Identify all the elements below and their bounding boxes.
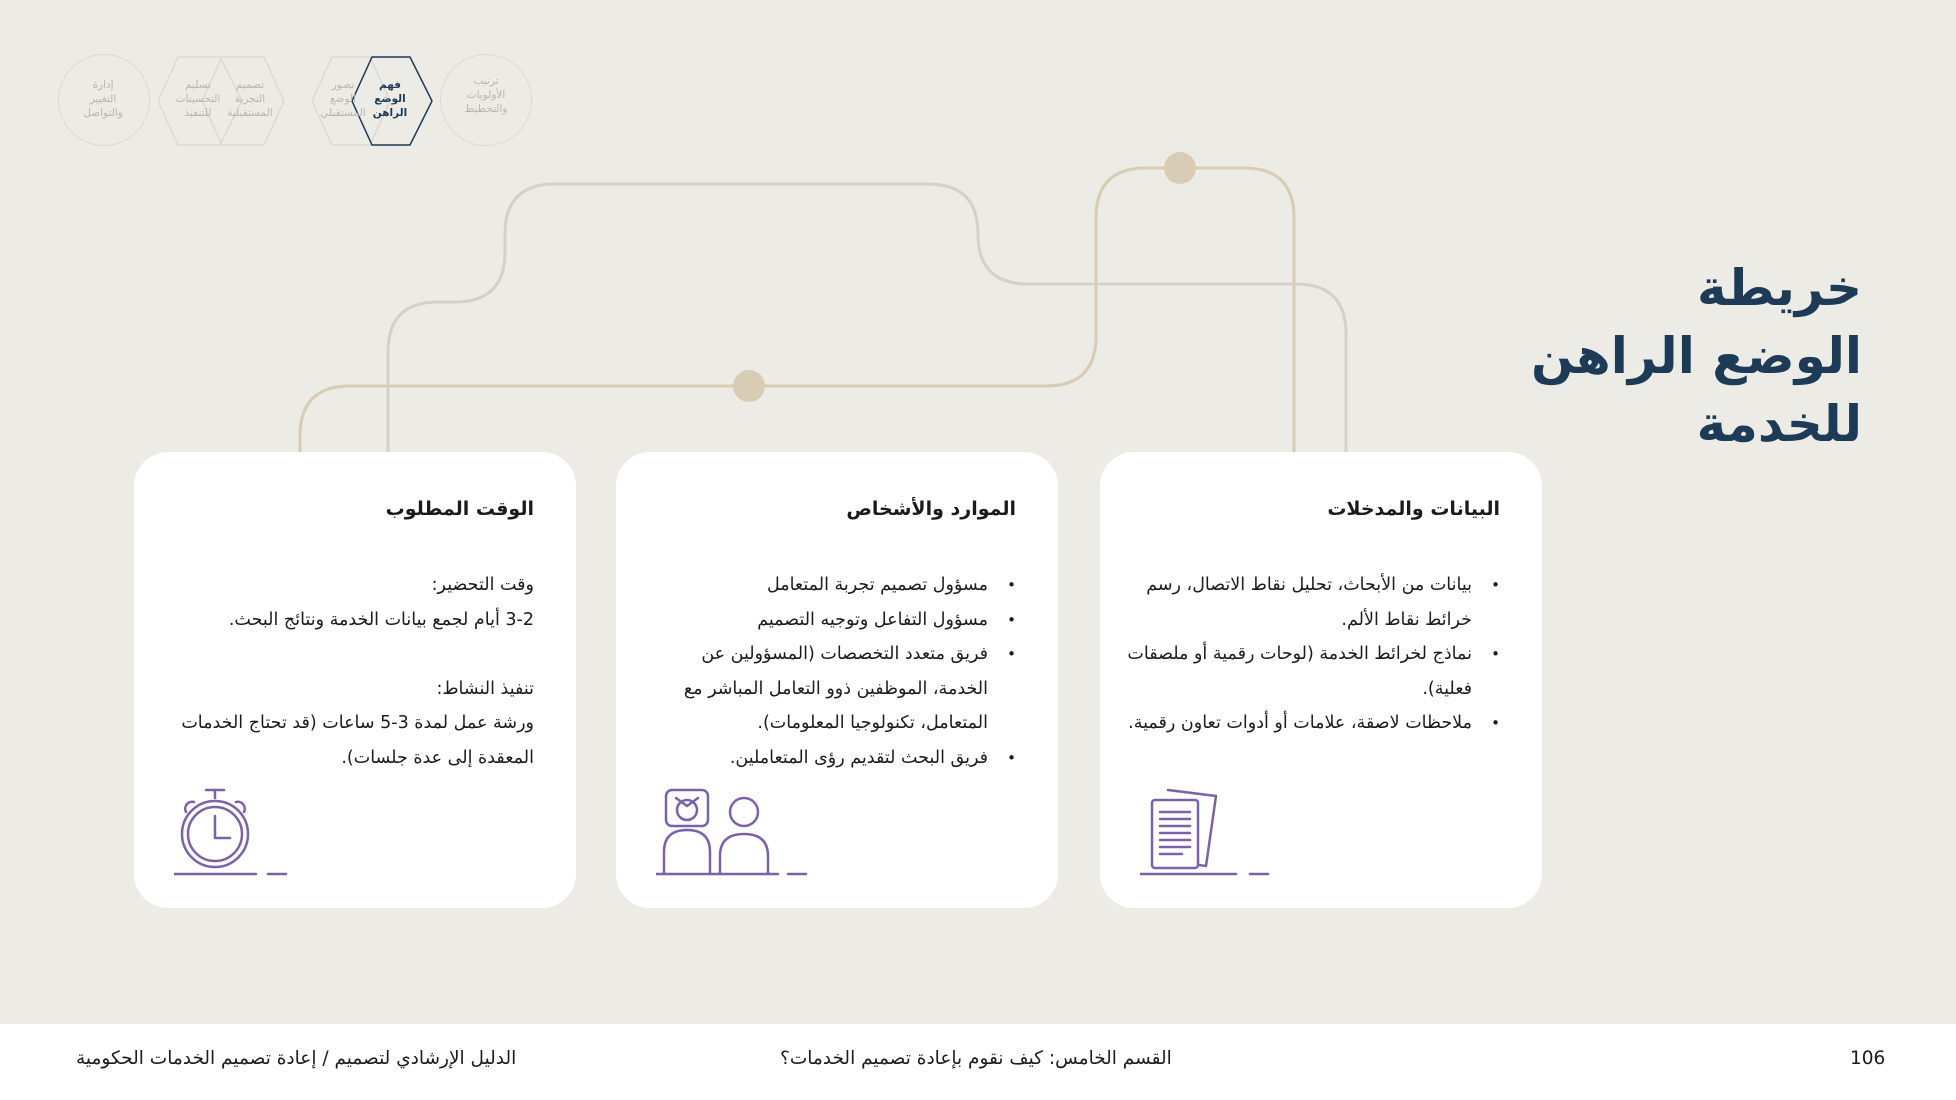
card-time-required <box>134 452 576 908</box>
step-label-current-state[interactable]: فهم الوضع الراهن <box>372 79 408 119</box>
page-number: 106 <box>1850 1048 1886 1069</box>
connector-line-grey-1 <box>388 184 1346 452</box>
page-title <box>1442 254 1862 458</box>
exec-label: تنفيذ النشاط: <box>436 678 534 699</box>
card-resources-people <box>616 452 1058 908</box>
connector-dot-1 <box>733 370 765 402</box>
footer-guide-title: الدليل الإرشادي لتصميم / إعادة تصميم الخدمات الحكومية <box>76 1048 517 1069</box>
exec-text: ورشة عمل لمدة 3-5 ساعات (قد تحتاج الخدمات المعقدة إلى عدة جلسات). <box>181 713 534 768</box>
title-line-2: الوضع الراهن <box>1531 327 1862 385</box>
card-title-time-required: الوقت المطلوب <box>385 498 534 520</box>
card-title-resources-people: الموارد والأشخاص <box>846 498 1016 520</box>
people-icon <box>656 786 816 878</box>
step-label-delivery[interactable]: تسليم التحسينات للتنفيذ <box>175 79 221 119</box>
prep-text: 3-2 أيام لجمع بيانات الخدمة ونتائج البحث. <box>228 609 534 630</box>
list-item: • فريق متعدد التخصصات (المسؤولين عن الخدمة، الموظفين ذوو التعامل المباشر مع المتعامل، تكنولوجيا المعلومات). <box>656 637 988 741</box>
list-item: • فريق البحث لتقديم رؤى المتعاملين. <box>656 741 988 776</box>
step-label-priorities: ترتيب الأولويات والتخطيط <box>464 75 508 115</box>
documents-icon <box>1140 786 1280 878</box>
list-item: • مسؤول التفاعل وتوجيه التصميم <box>656 603 988 638</box>
connector-line-tan-1 <box>300 168 1294 452</box>
list-item: • مسؤول تصميم تجربة المتعامل <box>656 568 988 603</box>
step-label-change: إدارة التغيير والتواصل <box>83 79 123 119</box>
card-body-data-inputs <box>1120 568 1500 741</box>
step-label-future-vision[interactable]: تصور الوضع المستقبلي <box>320 79 366 119</box>
footer-section-title: القسم الخامس: كيف نقوم بإعادة تصميم الخدمات؟ <box>780 1048 1172 1069</box>
card-data-inputs <box>1100 452 1542 908</box>
prep-label: وقت التحضير: <box>431 575 534 595</box>
card-title-data-inputs: البيانات والمدخلات <box>1327 498 1500 520</box>
list-item: • نماذج لخرائط الخدمة (لوحات رقمية أو ملصقات فعلية). <box>1120 637 1472 706</box>
title-line-3: للخدمة <box>1696 395 1862 453</box>
title-line-1: خريطة <box>1697 259 1862 317</box>
card-body-resources-people <box>656 568 1016 775</box>
list-item: • بيانات من الأبحاث، تحليل نقاط الاتصال، رسم خرائط نقاط الألم. <box>1120 568 1472 637</box>
footer <box>0 1024 1956 1100</box>
card-body-time-required <box>174 568 534 775</box>
list-item: • ملاحظات لاصقة، علامات أو أدوات تعاون رقمية. <box>1120 706 1472 741</box>
stopwatch-icon <box>174 786 304 878</box>
step-label-future-experience[interactable]: تصميم التجربة المستقبلية <box>227 79 273 119</box>
connector-dot-2 <box>1164 152 1196 184</box>
